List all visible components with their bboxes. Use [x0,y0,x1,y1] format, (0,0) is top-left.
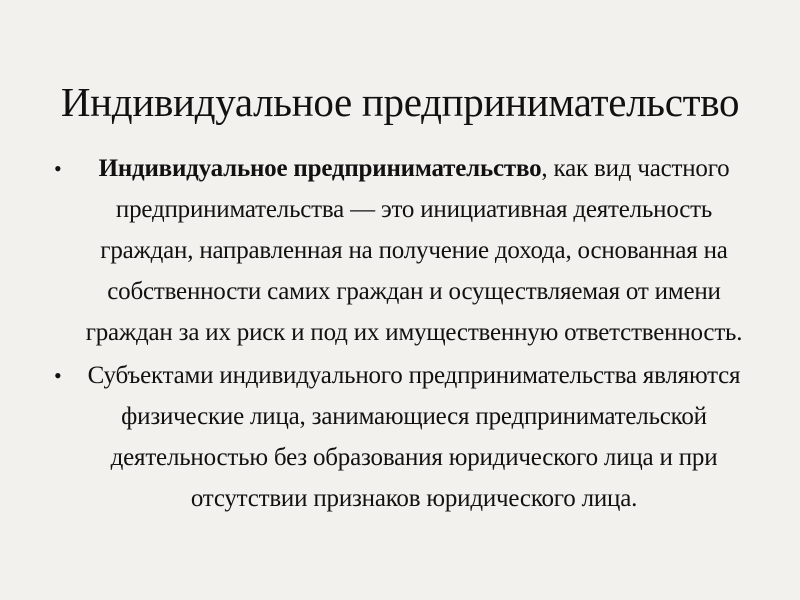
bullet-item-subjects [50,355,760,519]
bullet-text: , как вид частного предпринимательства — это инициативная деятельность граждан, направленная на получение дохода, основанная на собственности самих граждан и осуществляемая от имени граждан за их риск и под их имущественную ответственность. [85,155,743,346]
bullet-term: Индивидуальное предпринимательство [98,155,542,182]
bullet-text: Субъектами индивидуального предпринимательства являются физические лица, занимающиеся предпринимательской деятельностью без образования юридического лица и при отсутствии признаков юридического лица. [87,362,741,512]
bullet-marker-icon: • [54,156,62,181]
bullet-item-definition [50,148,760,353]
bullet-list [50,148,760,521]
slide-title: Индивидуальное предпринимательство [60,79,740,125]
bullet-marker-icon: • [54,363,62,388]
